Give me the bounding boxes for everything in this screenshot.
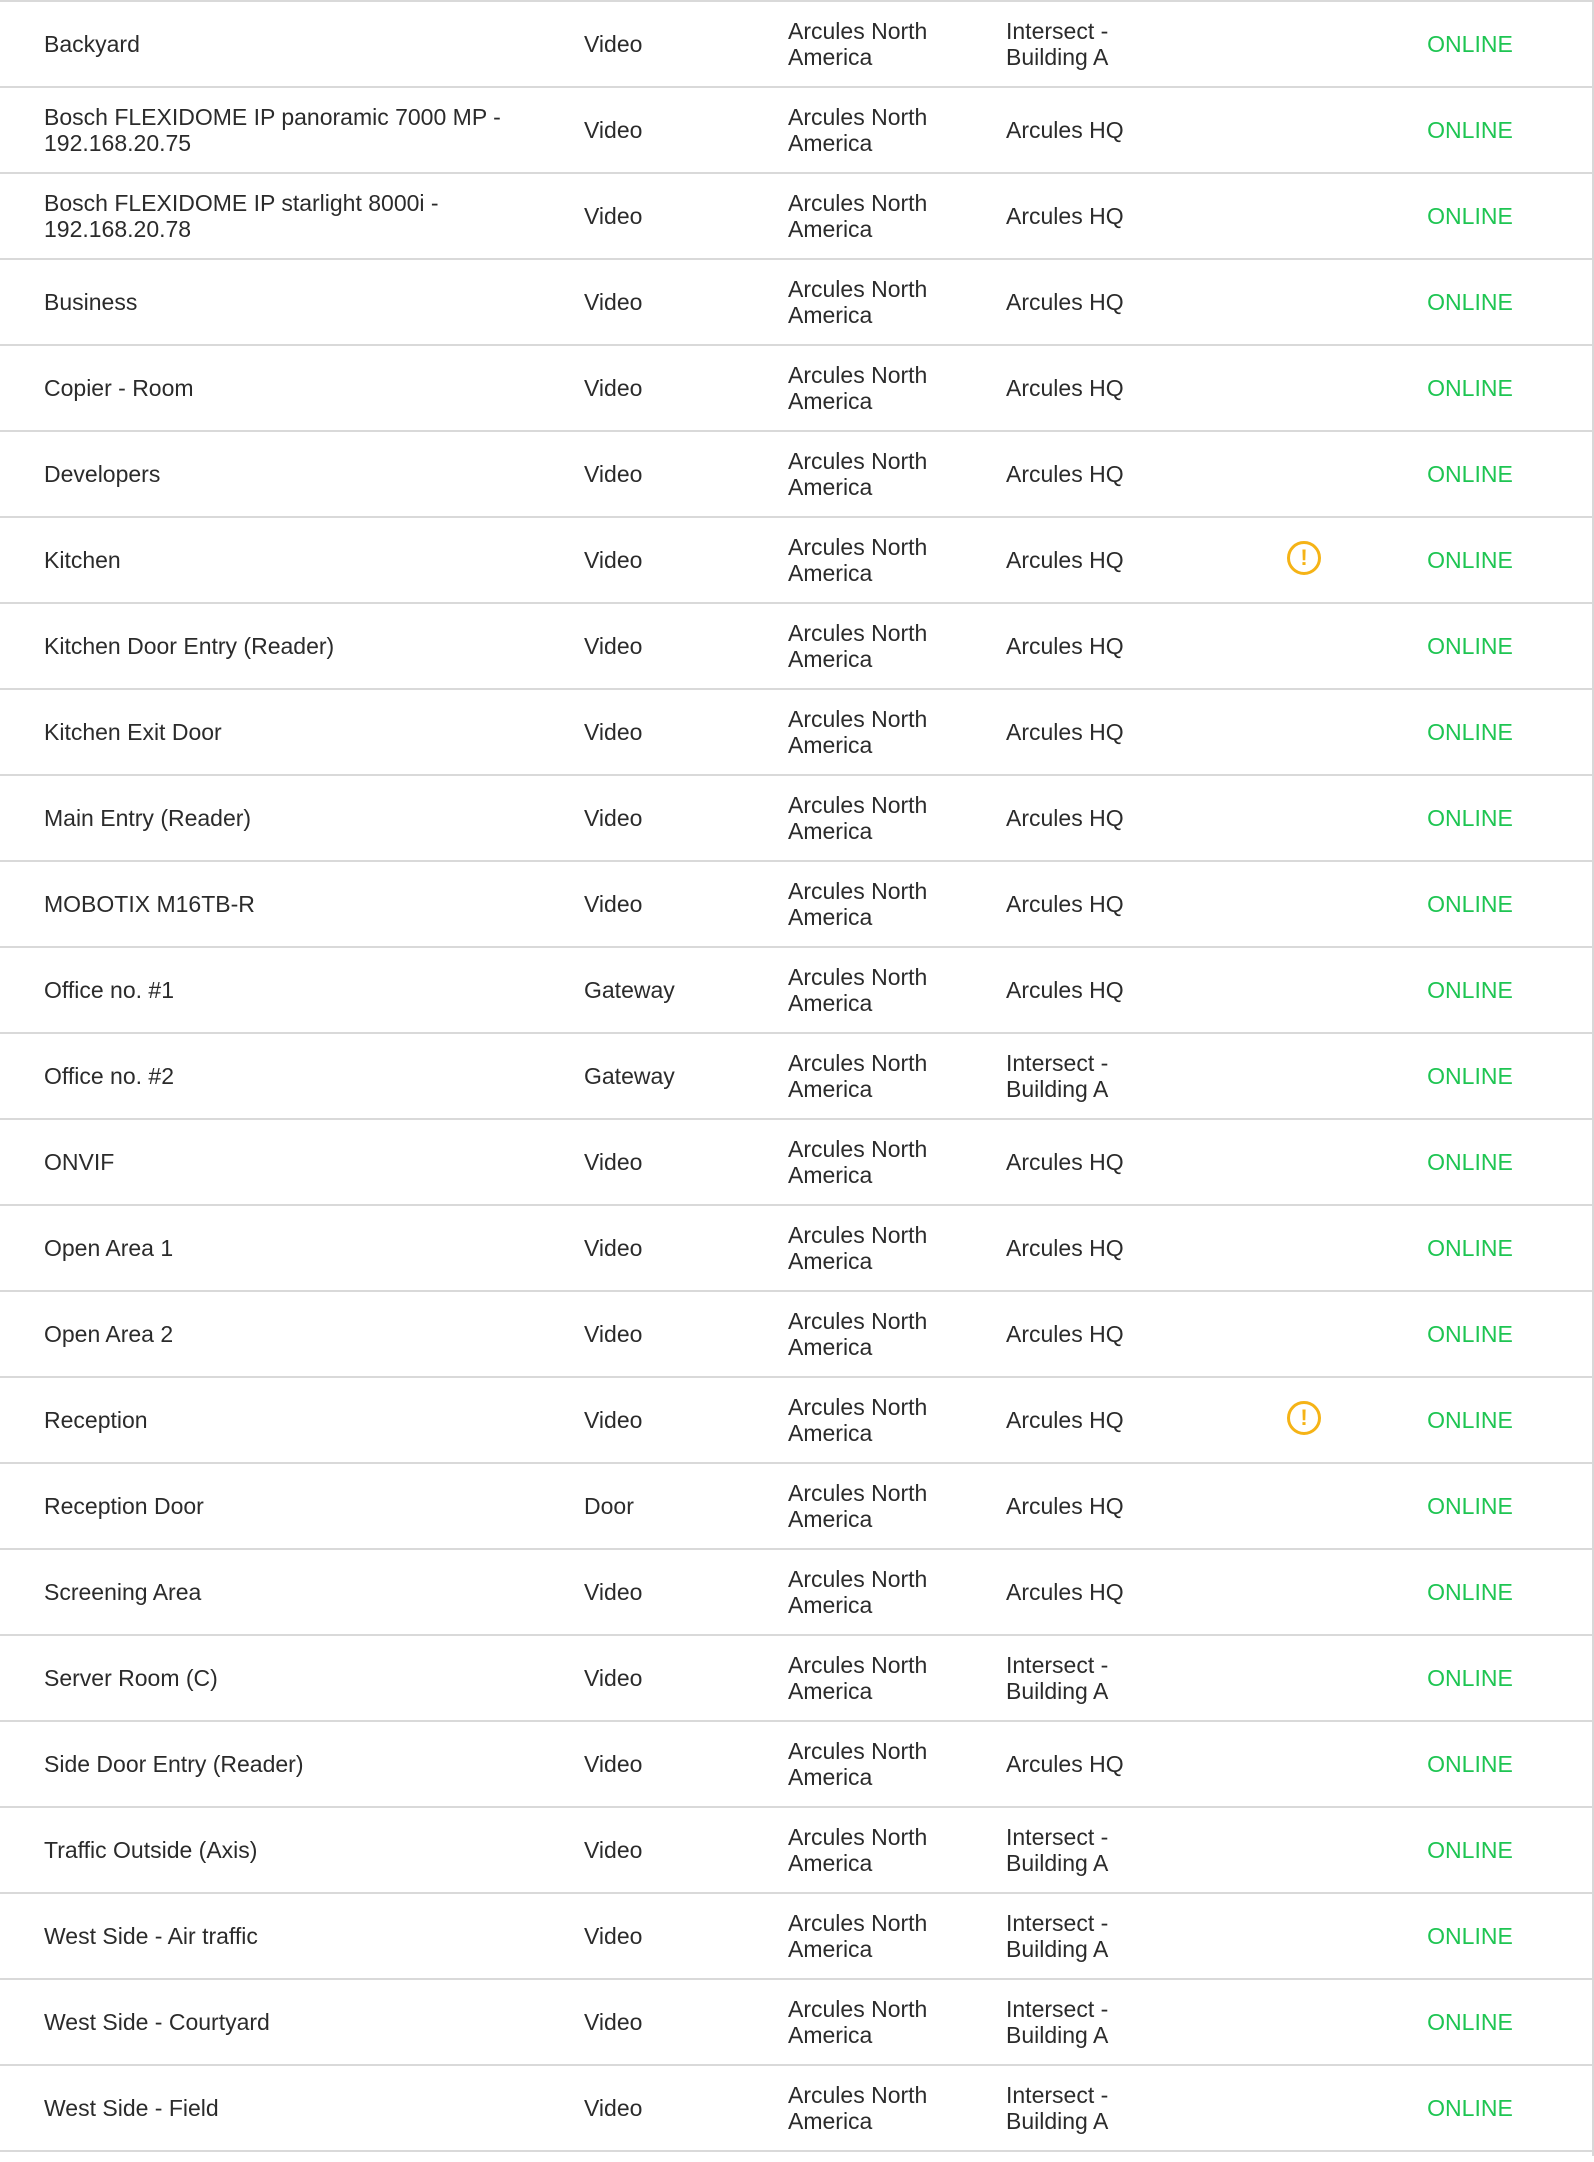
- alert-cell: [1284, 1550, 1324, 1634]
- device-site: [1006, 948, 1206, 1032]
- site-line-1: Intersect -: [1006, 1824, 1109, 1850]
- region-line-2: America: [788, 646, 873, 672]
- alert-cell: [1284, 1292, 1324, 1376]
- device-name: [44, 1120, 564, 1204]
- region-line-2: America: [788, 302, 873, 328]
- device-type: Video: [584, 1923, 643, 1949]
- alert-cell: [1284, 1722, 1324, 1806]
- status-badge: ONLINE: [1427, 1149, 1513, 1175]
- device-site: [1006, 1120, 1206, 1204]
- alert-cell: [1284, 948, 1324, 1032]
- device-site: [1006, 690, 1206, 774]
- table-row[interactable]: [0, 518, 1592, 604]
- device-name: [44, 1550, 564, 1634]
- device-site: [1006, 88, 1206, 172]
- device-name: [44, 88, 564, 172]
- device-type: Video: [584, 805, 643, 831]
- device-site: [1006, 1464, 1206, 1548]
- region-line-1: Arcules North: [788, 1566, 928, 1592]
- device-region: [788, 1034, 988, 1118]
- site-text: Arcules HQ: [1006, 891, 1124, 917]
- site-line-2: Building A: [1006, 1850, 1109, 1876]
- status-badge: ONLINE: [1427, 461, 1513, 487]
- device-region: [788, 948, 988, 1032]
- region-line-1: Arcules North: [788, 1308, 928, 1334]
- device-region: [788, 1636, 988, 1720]
- region-line-2: America: [788, 1764, 873, 1790]
- device-region: [788, 1980, 988, 2064]
- region-line-1: Arcules North: [788, 1222, 928, 1248]
- table-row[interactable]: [0, 1980, 1592, 2066]
- site-text: Arcules HQ: [1006, 1321, 1124, 1347]
- status-badge: ONLINE: [1427, 1923, 1513, 1949]
- device-region: [788, 1550, 988, 1634]
- status-badge: ONLINE: [1427, 2095, 1513, 2121]
- device-type: Video: [584, 1407, 643, 1433]
- device-type: Gateway: [584, 1063, 675, 1089]
- alert-cell: [1284, 690, 1324, 774]
- site-text: Arcules HQ: [1006, 977, 1124, 1003]
- alert-cell: [1284, 1206, 1324, 1290]
- device-region: [788, 88, 988, 172]
- site-line-2: Building A: [1006, 1076, 1109, 1102]
- region-line-2: America: [788, 2108, 873, 2134]
- device-type: Video: [584, 1751, 643, 1777]
- device-name: [44, 1292, 564, 1376]
- table-row[interactable]: [0, 604, 1592, 690]
- warning-icon[interactable]: !: [1287, 541, 1321, 575]
- device-name: [44, 174, 564, 258]
- device-site: [1006, 862, 1206, 946]
- region-line-2: America: [788, 130, 873, 156]
- alert-cell: [1284, 1378, 1324, 1462]
- alert-cell: [1284, 1464, 1324, 1548]
- region-line-2: America: [788, 818, 873, 844]
- table-row[interactable]: [0, 260, 1592, 346]
- site-text: Arcules HQ: [1006, 289, 1124, 315]
- device-name-text: Business: [44, 289, 138, 315]
- device-type: Video: [584, 203, 643, 229]
- device-type: Video: [584, 375, 643, 401]
- alert-cell: [1284, 1980, 1324, 2064]
- alert-cell: [1284, 432, 1324, 516]
- device-type: Video: [584, 289, 643, 315]
- region-line-1: Arcules North: [788, 1652, 928, 1678]
- site-text: Arcules HQ: [1006, 375, 1124, 401]
- device-type: Video: [584, 1321, 643, 1347]
- site-text: Arcules HQ: [1006, 1751, 1124, 1777]
- device-name-text: Side Door Entry (Reader): [44, 1751, 304, 1777]
- table-row[interactable]: [0, 174, 1592, 260]
- region-line-2: America: [788, 388, 873, 414]
- alert-cell: [1284, 346, 1324, 430]
- region-line-2: America: [788, 2022, 873, 2048]
- table-row[interactable]: [0, 1120, 1592, 1206]
- device-site: [1006, 432, 1206, 516]
- region-line-1: Arcules North: [788, 878, 928, 904]
- site-line-2: Building A: [1006, 2108, 1109, 2134]
- device-site: [1006, 1378, 1206, 1462]
- device-name-text: MOBOTIX M16TB-R: [44, 891, 255, 917]
- site-text: Arcules HQ: [1006, 633, 1124, 659]
- device-type: Video: [584, 31, 643, 57]
- device-site: [1006, 174, 1206, 258]
- alert-cell: [1284, 518, 1324, 602]
- device-site: [1006, 1894, 1206, 1978]
- site-line-1: Intersect -: [1006, 2082, 1109, 2108]
- alert-cell: [1284, 1120, 1324, 1204]
- table-row[interactable]: [0, 1636, 1592, 1722]
- site-text: Arcules HQ: [1006, 1493, 1124, 1519]
- status-badge: ONLINE: [1427, 2009, 1513, 2035]
- status-badge: ONLINE: [1427, 117, 1513, 143]
- region-line-1: Arcules North: [788, 792, 928, 818]
- status-badge: ONLINE: [1427, 633, 1513, 659]
- device-name-text: ONVIF: [44, 1149, 115, 1175]
- region-line-1: Arcules North: [788, 1824, 928, 1850]
- alert-cell: [1284, 88, 1324, 172]
- device-name: [44, 1636, 564, 1720]
- device-region: [788, 174, 988, 258]
- alert-cell: [1284, 260, 1324, 344]
- region-line-1: Arcules North: [788, 1050, 928, 1076]
- region-line-1: Arcules North: [788, 1910, 928, 1936]
- device-name-text: Screening Area: [44, 1579, 202, 1605]
- status-badge: ONLINE: [1427, 1407, 1513, 1433]
- region-line-1: Arcules North: [788, 2082, 928, 2108]
- device-name: [44, 862, 564, 946]
- device-name-line-2: 192.168.20.75: [44, 130, 192, 156]
- device-type: Video: [584, 2095, 643, 2121]
- region-line-1: Arcules North: [788, 104, 928, 130]
- table-row[interactable]: [0, 1808, 1592, 1894]
- device-type: Video: [584, 117, 643, 143]
- alert-cell: [1284, 604, 1324, 688]
- alert-cell: [1284, 1034, 1324, 1118]
- device-name-line-2: 192.168.20.78: [44, 216, 192, 242]
- device-site: [1006, 1292, 1206, 1376]
- device-region: [788, 432, 988, 516]
- device-type: Video: [584, 2009, 643, 2035]
- device-name-text: Copier - Room: [44, 375, 194, 401]
- device-name-text: Office no. #1: [44, 977, 174, 1003]
- region-line-2: America: [788, 1162, 873, 1188]
- table-row[interactable]: [0, 690, 1592, 776]
- alert-cell: [1284, 776, 1324, 860]
- device-name: [44, 1980, 564, 2064]
- status-badge: ONLINE: [1427, 891, 1513, 917]
- region-line-1: Arcules North: [788, 706, 928, 732]
- region-line-2: America: [788, 990, 873, 1016]
- device-name: [44, 1034, 564, 1118]
- device-type: Video: [584, 1837, 643, 1863]
- status-badge: ONLINE: [1427, 805, 1513, 831]
- status-badge: ONLINE: [1427, 1493, 1513, 1519]
- alert-cell: [1284, 862, 1324, 946]
- status-badge: ONLINE: [1427, 31, 1513, 57]
- device-region: [788, 2066, 988, 2150]
- warning-icon[interactable]: !: [1287, 1401, 1321, 1435]
- device-type: Video: [584, 461, 643, 487]
- device-name: [44, 1722, 564, 1806]
- table-row[interactable]: [0, 2066, 1592, 2152]
- region-line-2: America: [788, 1420, 873, 1446]
- device-name-text: Traffic Outside (Axis): [44, 1837, 258, 1863]
- device-name: [44, 948, 564, 1032]
- region-line-2: America: [788, 1506, 873, 1532]
- table-row[interactable]: [0, 1034, 1592, 1120]
- device-region: [788, 1206, 988, 1290]
- status-badge: ONLINE: [1427, 1837, 1513, 1863]
- status-badge: ONLINE: [1427, 977, 1513, 1003]
- status-badge: ONLINE: [1427, 289, 1513, 315]
- status-badge: ONLINE: [1427, 547, 1513, 573]
- region-line-1: Arcules North: [788, 1480, 928, 1506]
- device-name: [44, 690, 564, 774]
- device-type: Door: [584, 1493, 634, 1519]
- region-line-2: America: [788, 1850, 873, 1876]
- table-row[interactable]: [0, 1378, 1592, 1464]
- device-region: [788, 690, 988, 774]
- status-badge: ONLINE: [1427, 719, 1513, 745]
- site-text: Arcules HQ: [1006, 1407, 1124, 1433]
- region-line-1: Arcules North: [788, 964, 928, 990]
- device-site: [1006, 2, 1206, 86]
- site-line-1: Intersect -: [1006, 1652, 1109, 1678]
- device-type: Video: [584, 547, 643, 573]
- region-line-2: America: [788, 1678, 873, 1704]
- alert-cell: [1284, 2066, 1324, 2150]
- device-name-text: Reception: [44, 1407, 148, 1433]
- site-line-2: Building A: [1006, 44, 1109, 70]
- device-name-text: Office no. #2: [44, 1063, 174, 1089]
- region-line-1: Arcules North: [788, 1996, 928, 2022]
- device-site: [1006, 776, 1206, 860]
- region-line-1: Arcules North: [788, 1394, 928, 1420]
- device-name: [44, 2066, 564, 2150]
- device-region: [788, 862, 988, 946]
- region-line-1: Arcules North: [788, 620, 928, 646]
- device-name-line-1: Bosch FLEXIDOME IP starlight 8000i -: [44, 190, 439, 216]
- device-region: [788, 1894, 988, 1978]
- device-name: [44, 432, 564, 516]
- device-site: [1006, 1034, 1206, 1118]
- table-row[interactable]: [0, 1206, 1592, 1292]
- table-row[interactable]: [0, 432, 1592, 518]
- device-name-text: West Side - Field: [44, 2095, 219, 2121]
- device-region: [788, 1808, 988, 1892]
- device-region: [788, 1292, 988, 1376]
- alert-cell: [1284, 2, 1324, 86]
- site-text: Arcules HQ: [1006, 547, 1124, 573]
- table-row[interactable]: [0, 1550, 1592, 1636]
- status-badge: ONLINE: [1427, 1751, 1513, 1777]
- device-name-text: Kitchen Door Entry (Reader): [44, 633, 335, 659]
- status-badge: ONLINE: [1427, 1063, 1513, 1089]
- device-site: [1006, 1206, 1206, 1290]
- region-line-2: America: [788, 560, 873, 586]
- region-line-2: America: [788, 732, 873, 758]
- region-line-1: Arcules North: [788, 534, 928, 560]
- region-line-1: Arcules North: [788, 362, 928, 388]
- device-name: [44, 1464, 564, 1548]
- table-row[interactable]: [0, 346, 1592, 432]
- table-row[interactable]: [0, 776, 1592, 862]
- table-row[interactable]: [0, 1464, 1592, 1550]
- device-site: [1006, 1636, 1206, 1720]
- site-line-2: Building A: [1006, 1936, 1109, 1962]
- device-name: [44, 1808, 564, 1892]
- site-line-1: Intersect -: [1006, 1050, 1109, 1076]
- device-name-text: Server Room (C): [44, 1665, 218, 1691]
- device-region: [788, 1378, 988, 1462]
- device-type: Video: [584, 719, 643, 745]
- device-site: [1006, 604, 1206, 688]
- device-name-text: Open Area 2: [44, 1321, 174, 1347]
- device-type: Video: [584, 1579, 643, 1605]
- device-name: [44, 1894, 564, 1978]
- site-text: Arcules HQ: [1006, 1149, 1124, 1175]
- alert-cell: [1284, 1894, 1324, 1978]
- device-site: [1006, 1722, 1206, 1806]
- region-line-2: America: [788, 216, 873, 242]
- site-line-2: Building A: [1006, 1678, 1109, 1704]
- device-name: [44, 1206, 564, 1290]
- device-type: Video: [584, 633, 643, 659]
- device-name: [44, 346, 564, 430]
- table-row[interactable]: [0, 0, 1592, 88]
- status-badge: ONLINE: [1427, 1579, 1513, 1605]
- device-name-text: Kitchen Exit Door: [44, 719, 222, 745]
- device-name-line-1: Bosch FLEXIDOME IP panoramic 7000 MP -: [44, 104, 501, 130]
- device-name: [44, 776, 564, 860]
- region-line-1: Arcules North: [788, 190, 928, 216]
- status-badge: ONLINE: [1427, 1321, 1513, 1347]
- device-name-text: Backyard: [44, 31, 140, 57]
- device-region: [788, 518, 988, 602]
- device-type: Video: [584, 1235, 643, 1261]
- device-region: [788, 1120, 988, 1204]
- alert-cell: [1284, 1808, 1324, 1892]
- device-site: [1006, 518, 1206, 602]
- device-site: [1006, 1808, 1206, 1892]
- device-region: [788, 346, 988, 430]
- device-type: Video: [584, 891, 643, 917]
- device-name-text: Main Entry (Reader): [44, 805, 252, 831]
- site-text: Arcules HQ: [1006, 1235, 1124, 1261]
- region-line-1: Arcules North: [788, 18, 928, 44]
- device-name: [44, 2, 564, 86]
- site-text: Arcules HQ: [1006, 805, 1124, 831]
- status-badge: ONLINE: [1427, 203, 1513, 229]
- region-line-2: America: [788, 1076, 873, 1102]
- device-name-text: Reception Door: [44, 1493, 204, 1519]
- site-text: Arcules HQ: [1006, 1579, 1124, 1605]
- site-line-1: Intersect -: [1006, 1996, 1109, 2022]
- device-name: [44, 260, 564, 344]
- table-row[interactable]: [0, 1894, 1592, 1980]
- device-region: [788, 604, 988, 688]
- device-type: Gateway: [584, 977, 675, 1003]
- device-name-text: West Side - Courtyard: [44, 2009, 270, 2035]
- device-type: Video: [584, 1149, 643, 1175]
- device-region: [788, 2, 988, 86]
- region-line-2: America: [788, 1248, 873, 1274]
- device-name-text: Kitchen: [44, 547, 121, 573]
- region-line-2: America: [788, 474, 873, 500]
- device-region: [788, 260, 988, 344]
- region-line-2: America: [788, 1592, 873, 1618]
- device-name-text: Developers: [44, 461, 161, 487]
- device-site: [1006, 260, 1206, 344]
- site-text: Arcules HQ: [1006, 117, 1124, 143]
- device-region: [788, 1722, 988, 1806]
- device-site: [1006, 2066, 1206, 2150]
- region-line-1: Arcules North: [788, 448, 928, 474]
- device-name: [44, 604, 564, 688]
- table-row[interactable]: [0, 88, 1592, 174]
- table-row[interactable]: [0, 1722, 1592, 1808]
- site-text: Arcules HQ: [1006, 719, 1124, 745]
- site-text: Arcules HQ: [1006, 203, 1124, 229]
- device-name: [44, 1378, 564, 1462]
- site-text: Arcules HQ: [1006, 461, 1124, 487]
- status-badge: ONLINE: [1427, 1235, 1513, 1261]
- status-badge: ONLINE: [1427, 375, 1513, 401]
- region-line-1: Arcules North: [788, 1738, 928, 1764]
- table-row[interactable]: [0, 948, 1592, 1034]
- region-line-2: America: [788, 1936, 873, 1962]
- region-line-1: Arcules North: [788, 276, 928, 302]
- site-line-2: Building A: [1006, 2022, 1109, 2048]
- device-site: [1006, 1550, 1206, 1634]
- device-name-text: Open Area 1: [44, 1235, 174, 1261]
- alert-cell: [1284, 174, 1324, 258]
- device-region: [788, 776, 988, 860]
- device-site: [1006, 1980, 1206, 2064]
- device-site: [1006, 346, 1206, 430]
- region-line-2: America: [788, 44, 873, 70]
- region-line-2: America: [788, 1334, 873, 1360]
- table-row[interactable]: [0, 862, 1592, 948]
- site-line-1: Intersect -: [1006, 18, 1109, 44]
- site-line-1: Intersect -: [1006, 1910, 1109, 1936]
- alert-cell: [1284, 1636, 1324, 1720]
- device-name-text: West Side - Air traffic: [44, 1923, 258, 1949]
- device-name: [44, 518, 564, 602]
- region-line-2: America: [788, 904, 873, 930]
- device-region: [788, 1464, 988, 1548]
- device-type: Video: [584, 1665, 643, 1691]
- table-row[interactable]: [0, 1292, 1592, 1378]
- region-line-1: Arcules North: [788, 1136, 928, 1162]
- status-badge: ONLINE: [1427, 1665, 1513, 1691]
